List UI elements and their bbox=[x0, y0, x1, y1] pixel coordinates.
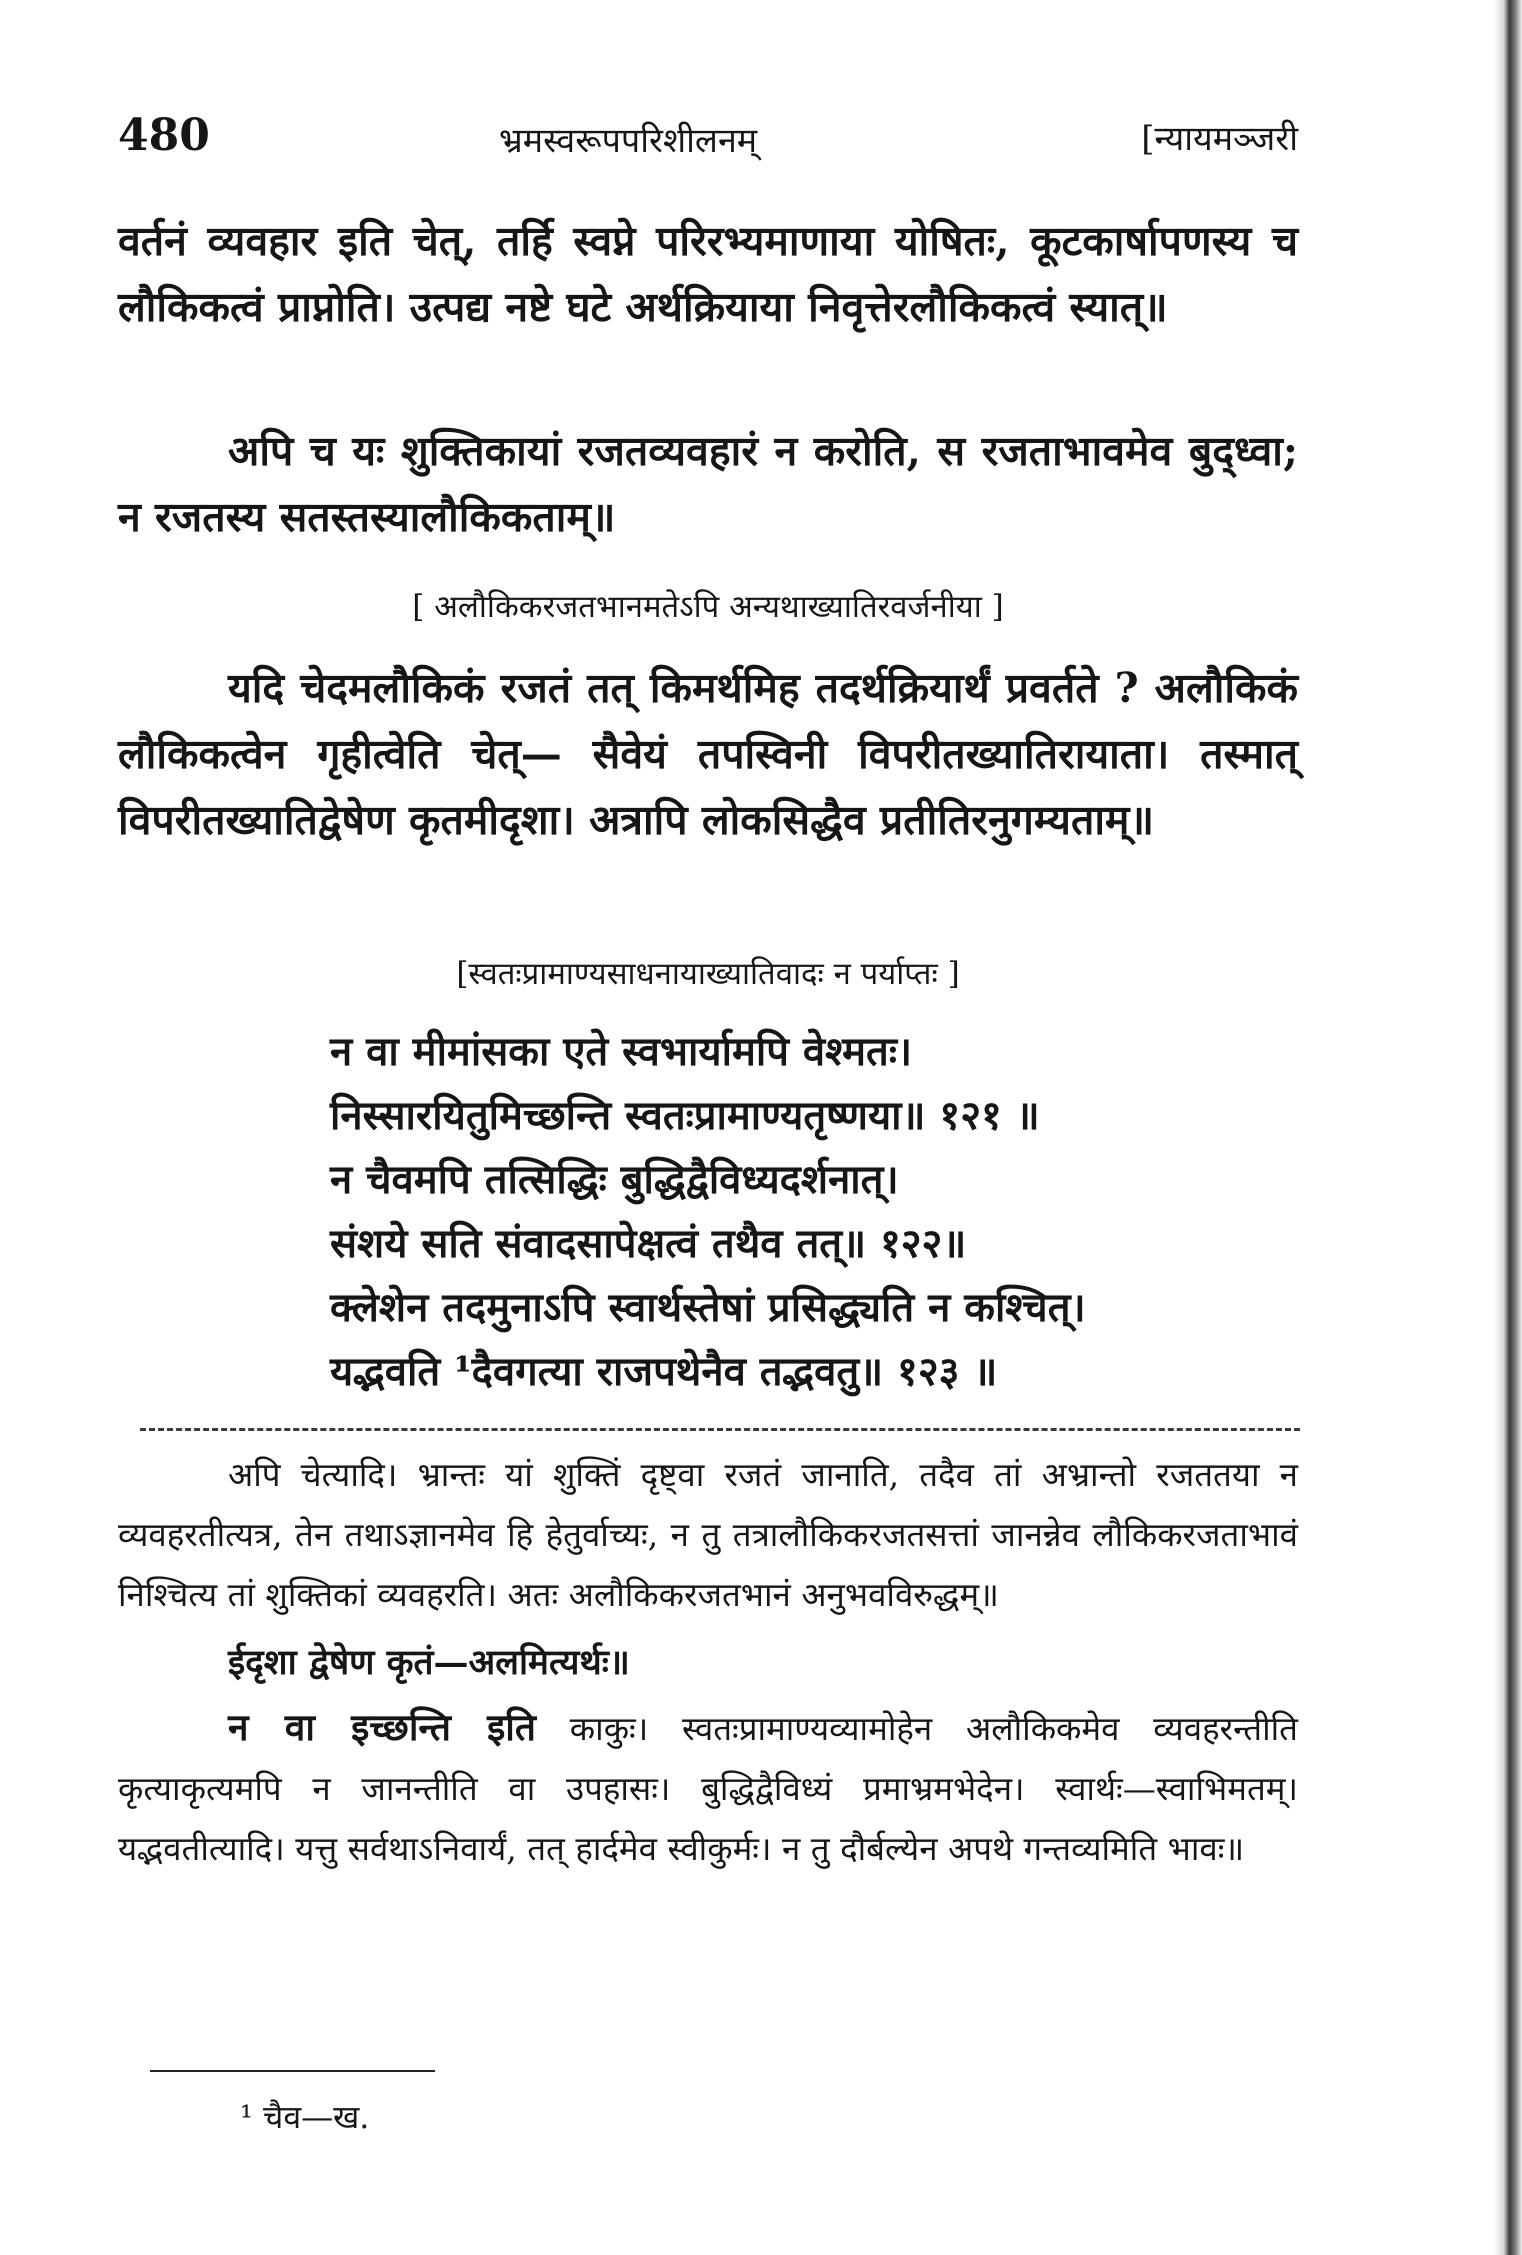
paragraph-2-block bbox=[118, 418, 1298, 550]
commentary-lemma: न वा इच्छन्ति इति bbox=[228, 1705, 536, 1749]
page-binding-edge bbox=[1494, 0, 1522, 2255]
verse-line: यद्भवति ¹दैवगत्या राजपथेनैव तद्भवतु॥ १२३ ॥ bbox=[330, 1348, 998, 1395]
footnote-rule bbox=[150, 2070, 435, 2072]
running-title: भ्रमस्वरूपपरिशीलनम् bbox=[498, 121, 758, 161]
commentary-paragraph-1: अपि चेत्यादि। भ्रान्तः यां शुक्तिं दृष्ट्वा रजतं जानाति, तदैव तां अभ्रान्तो रजततया न व्यवहरतीत्यत्र, तेन तथाऽज्ञानमेव हि हेतुर्वाच्यः, न तु तत्रालौकिकरजतसत्तां जानन्नेव लौकिकरजताभावं निश्चित्य तां शुक्तिकां व्यवहरति। अतः अलौकिकरजतभानं अनुभवविरुद्धम्॥ bbox=[118, 1455, 1298, 1614]
paragraph-3-block bbox=[118, 655, 1298, 853]
book-title: [न्यायमञ्जरी bbox=[1141, 119, 1298, 159]
paragraph-1: वर्तनं व्यवहार इति चेत्, तर्हि स्वप्ने परिरभ्यमाणाया योषितः, कूटकार्षापणस्य च लौकिकत्वं प्राप्नोति। उत्पद्य नष्टे घटे अर्थक्रियाया निवृत्तेरलौकिकत्वं स्यात्॥ bbox=[118, 217, 1298, 331]
commentary-divider bbox=[140, 1428, 1300, 1431]
section-heading-1: [ अलौकिकरजतभानमतेऽपि अन्यथाख्यातिरवर्जनीया ] bbox=[412, 589, 1004, 625]
commentary-block bbox=[118, 1445, 1298, 1879]
verse-line: निस्सारयितुमिच्छन्ति स्वतःप्रामाण्यतृष्णया॥ १२१ ॥ bbox=[330, 1092, 1040, 1139]
verse-line: क्लेशेन तदमुनाऽपि स्वार्थस्तेषां प्रसिद्ध्यति न कश्चित्। bbox=[330, 1284, 1086, 1331]
commentary-paragraph-3 bbox=[118, 1697, 1298, 1879]
verse-block bbox=[330, 1020, 1290, 1404]
section-heading-1-block bbox=[118, 585, 1298, 627]
commentary-text: काकुः। स्वतःप्रामाण्यव्यामोहेन अलौकिकमेव व्यवहरन्तीति कृत्याकृत्यमपि न जानन्तीति वा उपहासः। बुद्धिद्वैविध्यं प्रमाभ्रमभेदेन। स्वार्थः—स्वाभिमतम्। यद्भवतीत्यादि। यत्तु सर्वथाऽनिवार्यं, तत् हार्दमेव स्वीकुर्मः। न तु दौर्बल्येन अपथे गन्तव्यमिति भावः॥ bbox=[118, 1709, 1298, 1868]
verse-line: न वा मीमांसका एते स्वभार्यामपि वेश्मतः। bbox=[330, 1028, 913, 1075]
paragraph-3: यदि चेदमलौकिकं रजतं तत् किमर्थमिह तदर्थक्रियार्थं प्रवर्तते ? अलौकिकं लौकिकत्वेन गृहीत्वेति चेत्— सैवेयं तपस्विनी विपरीतख्यातिरायाता। तस्मात् विपरीतख्यातिद्वेषेण कृतमीदृशा। अत्रापि लोकसिद्धैव प्रतीतिरनुगम्यताम्॥ bbox=[118, 664, 1298, 844]
commentary-paragraph-2: ईदृशा द्वेषेण कृतं—अलमित्यर्थः॥ bbox=[228, 1642, 630, 1683]
verse-line: संशये सति संवादसापेक्षत्वं तथैव तत्॥ १२२॥ bbox=[330, 1220, 967, 1267]
footnote: ¹ चैव—ख. bbox=[240, 2098, 370, 2136]
running-header bbox=[118, 110, 1298, 170]
section-heading-2-block bbox=[118, 952, 1298, 994]
section-heading-2: [स्वतःप्रामाण्यसाधनायाख्यातिवादः न पर्याप्तः ] bbox=[456, 956, 960, 992]
paragraph-2: अपि च यः शुक्तिकायां रजतव्यवहारं न करोति, स रजताभावमेव बुद्ध्वा; न रजतस्य सतस्तस्यालौकिकताम्॥ bbox=[118, 427, 1298, 541]
page-number: 480 bbox=[118, 110, 210, 161]
paragraph-1-block bbox=[118, 208, 1298, 340]
verse-line: न चैवमपि तत्सिद्धिः बुद्धिद्वैविध्यदर्शनात्। bbox=[330, 1156, 899, 1203]
